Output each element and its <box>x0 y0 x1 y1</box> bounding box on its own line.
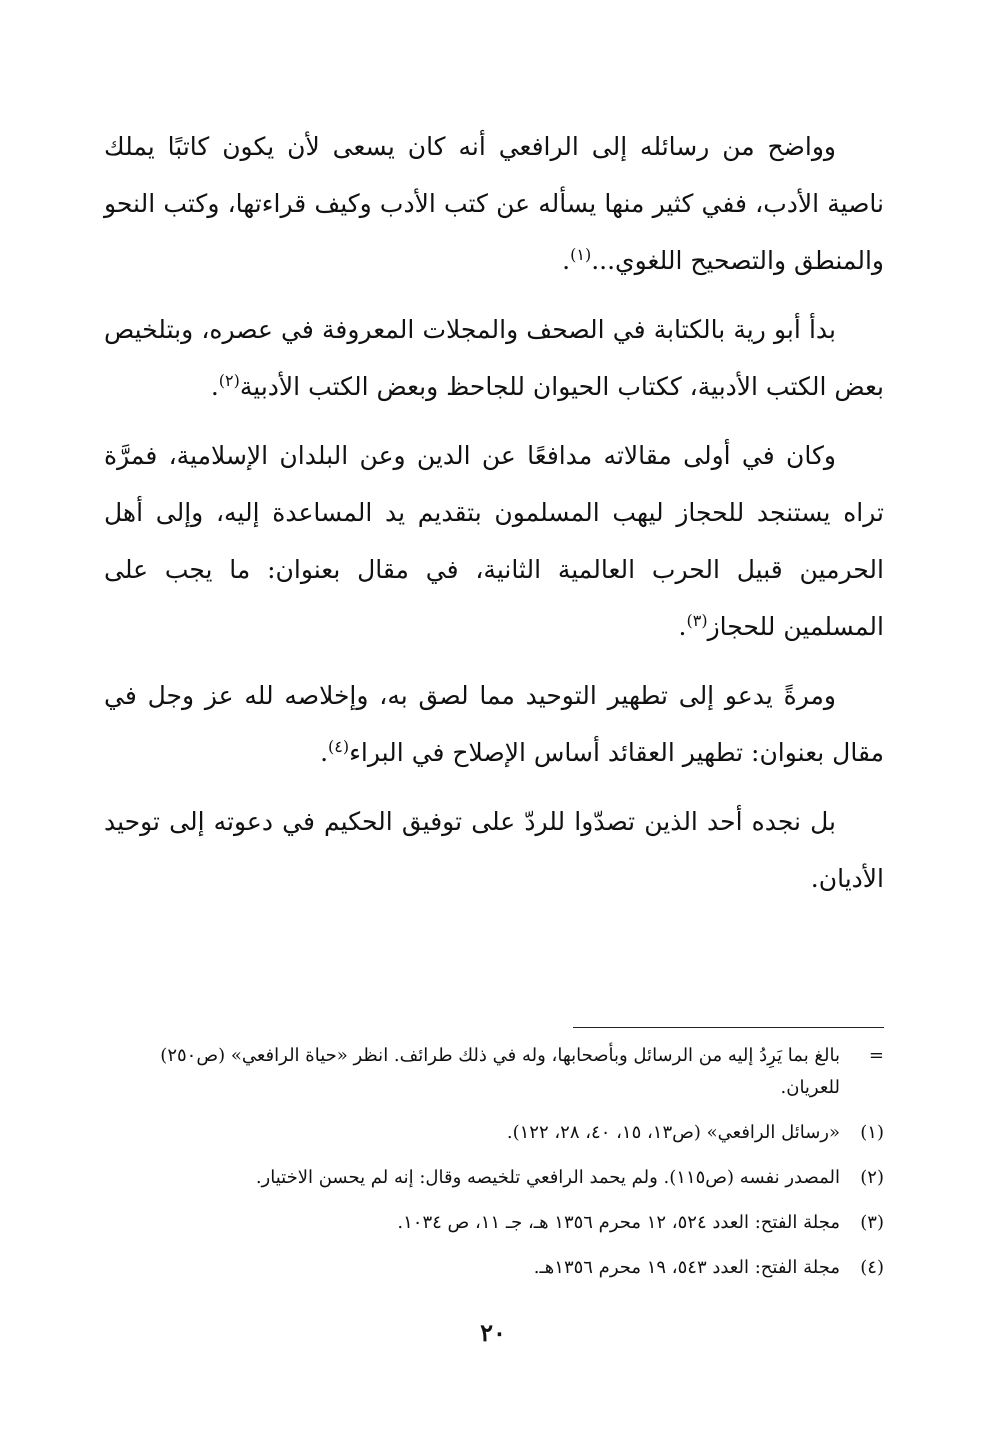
paragraph-text: بدأ أبو رية بالكتابة في الصحف والمجلات المعروفة في عصره، وبتلخيص بعض الكتب الأدبية، ككتاب الحيوان للجاحظ وبعض الكتب الأدبية <box>104 315 884 401</box>
paragraph-text: وكان في أولى مقالاته مدافعًا عن الدين وعن البلدان الإسلامية، فمرَّة تراه يستنجد للحجاز ليهب المسلمون بتقديم يد المساعدة إليه، وإلى أهل الحرمين قبيل الحرب العالمية الثانية، في مقال بعنوان: ما يجب على المسلمين للحجاز <box>104 441 884 641</box>
footnote-marker: (٤) <box>860 1257 884 1278</box>
footnotes <box>104 1040 884 1297</box>
footnote-ref: (١) <box>570 245 592 264</box>
footnote-marker: (١) <box>860 1122 884 1143</box>
footnote-marker: (٢) <box>860 1167 884 1188</box>
paragraph <box>104 118 884 289</box>
footnote-1 <box>104 1117 884 1149</box>
paragraph <box>104 427 884 655</box>
footnote-ref: (٢) <box>218 371 240 390</box>
footnote-ref: (٤) <box>328 737 350 756</box>
main-text <box>104 118 884 919</box>
page-number: ٢٠ <box>480 1318 506 1347</box>
footnote-marker: = <box>868 1045 884 1066</box>
paragraph <box>104 667 884 781</box>
footnote-text: مجلة الفتح: العدد ٥٢٤، ١٢ محرم ١٣٥٦ هـ، جـ ١١، ص ١٠٣٤. <box>397 1212 840 1233</box>
footnote-4 <box>104 1252 884 1284</box>
paragraph-text: بل نجده أحد الذين تصدّوا للردّ على توفيق الحكيم في دعوته إلى توحيد الأديان. <box>104 807 884 893</box>
paragraph-end: . <box>678 612 687 641</box>
footnote-text: المصدر نفسه (ص١١٥). ولم يحمد الرافعي تلخيصه وقال: إنه لم يحسن الاختيار. <box>255 1167 840 1188</box>
paragraph-text: ومرةً يدعو إلى تطهير التوحيد مما لصق به، وإخلاصه لله عز وجل في مقال بعنوان: تطهير العقائد أساس الإصلاح في البراء <box>104 681 884 767</box>
footnote-2 <box>104 1162 884 1194</box>
paragraph <box>104 793 884 907</box>
paragraph-end: . <box>320 738 329 767</box>
paragraph-text: وواضح من رسائله إلى الرافعي أنه كان يسعى لأن يكون كاتبًا يملك ناصية الأدب، ففي كثير منها يسأله عن كتب الأدب وكيف قراءتها، وكتب النحو والمنطق والتصحيح اللغوي... <box>104 132 884 275</box>
footnote-text: مجلة الفتح: العدد ٥٤٣، ١٩ محرم ١٣٥٦هـ. <box>533 1257 840 1278</box>
footnote-continued <box>104 1040 884 1104</box>
footnote-3 <box>104 1207 884 1239</box>
paragraph-end: . <box>210 372 219 401</box>
paragraph <box>104 301 884 415</box>
footnote-marker: (٣) <box>860 1212 884 1233</box>
footnote-text: بالغ بما يَرِدُ إليه من الرسائل وبأصحابها، وله في ذلك طرائف. انظر «حياة الرافعي» (ص٢٥٠) للعريان. <box>160 1045 840 1098</box>
footnote-divider <box>573 1027 884 1028</box>
footnote-ref: (٣) <box>686 611 708 630</box>
paragraph-end: . <box>562 246 571 275</box>
footnote-text: «رسائل الرافعي» (ص١٣، ١٥، ٤٠، ٢٨، ١٢٢). <box>506 1122 840 1143</box>
